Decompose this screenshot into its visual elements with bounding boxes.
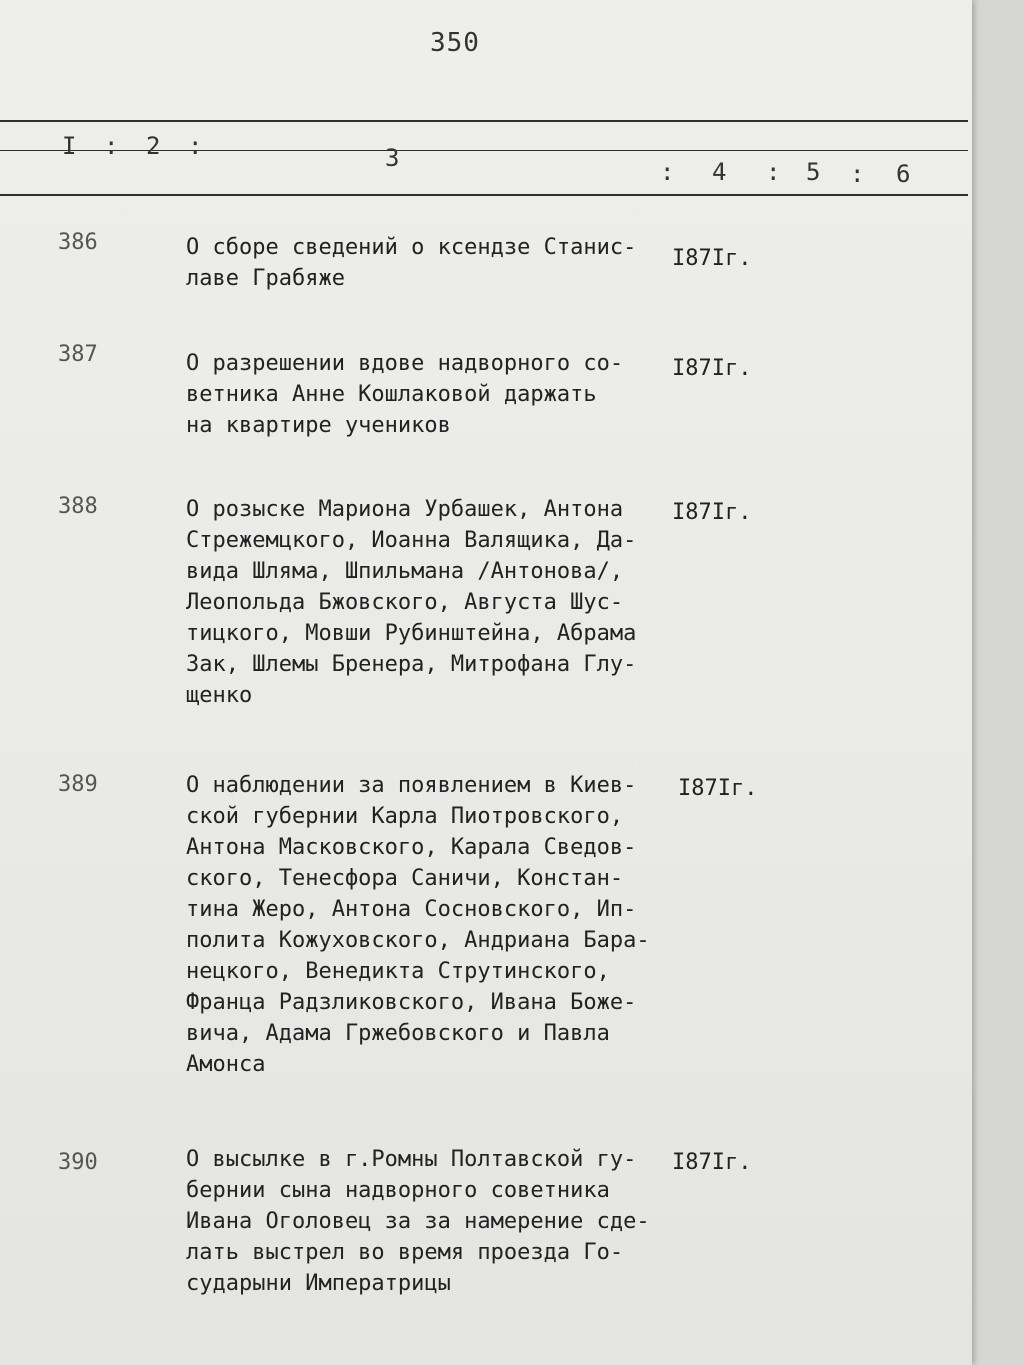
entry-description: [186, 348, 656, 441]
header-rule-bottom: [0, 194, 968, 196]
entry-line: ской губернии Карла Пиотровского,: [186, 804, 624, 829]
entry-line: вида Шляма, Шпильмана /Антонова/,: [186, 559, 624, 584]
entry-line: Амонса: [186, 1052, 266, 1077]
entry-line: О наблюдении за появлением в Киев-: [186, 773, 637, 798]
entry-number: 387: [58, 342, 98, 367]
entry-number: 389: [58, 772, 98, 797]
entry-line: Франца Радзликовского, Ивана Боже-: [186, 990, 637, 1015]
entry-description: [186, 232, 656, 294]
header-rule-top: [0, 120, 968, 122]
entry-line: нецкого, Венедикта Струтинского,: [186, 959, 610, 984]
entry-description: [186, 770, 656, 1080]
column-header-2: 2: [146, 132, 161, 160]
entry-line: тицкого, Мовши Рубинштейна, Абрама: [186, 621, 637, 646]
entry-line: ветника Анне Кошлаковой даржать: [186, 382, 597, 407]
entry-line: О разрешении вдове надворного со-: [186, 351, 624, 376]
entry-number: 388: [58, 494, 98, 519]
entry-line: тина Жеро, Антона Сосновского, Ип-: [186, 897, 637, 922]
entry-line: ского, Тенесфора Саничи, Констан-: [186, 866, 624, 891]
entry-line: Стрежемцкого, Иоанна Валящика, Да-: [186, 528, 637, 553]
column-header-1: I: [62, 132, 77, 160]
entry-line: на квартире учеников: [186, 413, 451, 438]
entry-year: I87Iг.: [672, 1150, 752, 1175]
entry-year: I87Iг.: [672, 500, 752, 525]
column-separator: :: [104, 132, 119, 160]
column-header-6: 6: [896, 160, 911, 188]
entry-line: лаве Грабяже: [186, 266, 345, 291]
entry-line: бернии сына надворного советника: [186, 1178, 610, 1203]
entry-line: вича, Адама Гржебовского и Павла: [186, 1021, 610, 1046]
entry-line: Ивана Оголовец за за намерение сде-: [186, 1209, 650, 1234]
entry-line: Леопольда Бжовского, Августа Шус-: [186, 590, 624, 615]
page-number: 350: [430, 28, 480, 58]
entry-line: полита Кожуховского, Андриана Бара-: [186, 928, 650, 953]
column-separator: :: [188, 132, 203, 160]
entry-year: I87Iг.: [678, 776, 758, 801]
entry-line: Зак, Шлемы Бренера, Митрофана Глу-: [186, 652, 637, 677]
entry-line: Антона Масковского, Карала Сведов-: [186, 835, 637, 860]
column-header-3: 3: [385, 144, 400, 172]
entry-line: О розыске Мариона Урбашек, Антона: [186, 497, 624, 522]
entry-year: I87Iг.: [672, 356, 752, 381]
entry-line: О высылке в г.Ромны Полтавской гу-: [186, 1147, 637, 1172]
column-separator: :: [850, 160, 865, 188]
entry-number: 386: [58, 230, 98, 255]
column-separator: :: [766, 158, 781, 186]
column-header-4: 4: [712, 158, 727, 186]
entry-line: О сборе сведений о ксендзе Станис-: [186, 235, 637, 260]
column-separator: :: [660, 158, 675, 186]
entry-number: 390: [58, 1150, 98, 1175]
entry-line: сударыни Императрицы: [186, 1271, 451, 1296]
entry-description: [186, 494, 656, 711]
column-header-5: 5: [806, 158, 821, 186]
entry-line: лать выстрел во время проезда Го-: [186, 1240, 624, 1265]
entry-line: щенко: [186, 683, 253, 708]
entry-description: [186, 1144, 656, 1299]
entry-year: I87Iг.: [672, 246, 752, 271]
